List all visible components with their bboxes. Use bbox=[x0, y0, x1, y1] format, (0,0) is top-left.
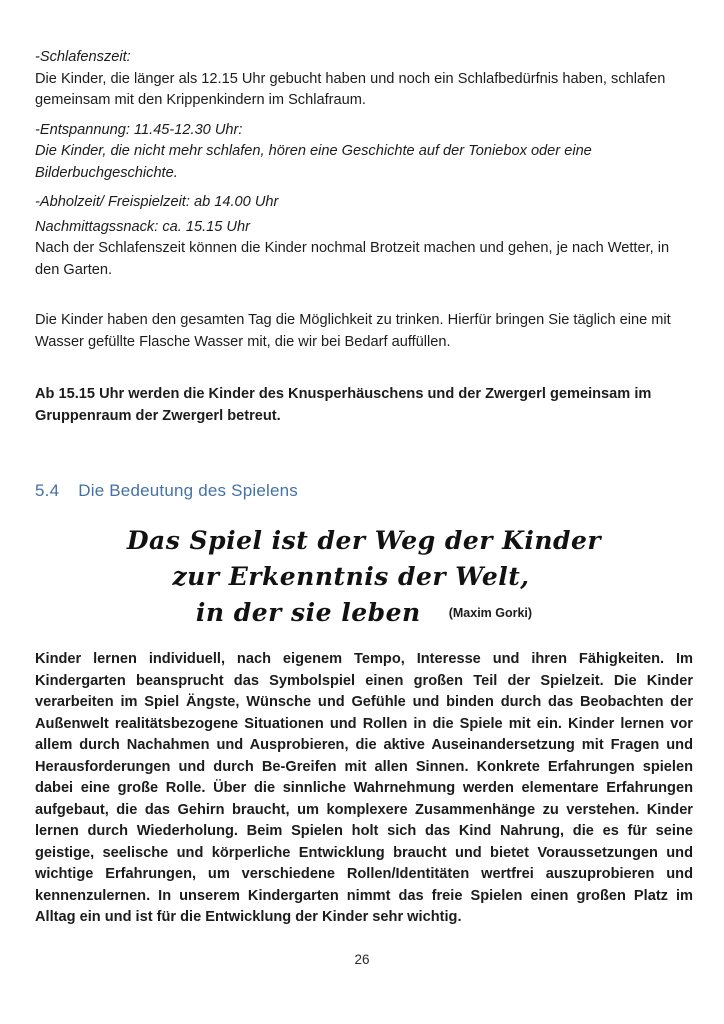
nachmittagssnack-label: Nachmittagssnack: ca. 15.15 Uhr bbox=[35, 218, 250, 235]
quote-line-3-row bbox=[35, 595, 693, 631]
betreuung-text: Ab 15.15 Uhr werden die Kinder des Knusperhäuschens und der Zwergerl gemeinsam im Gruppenraum der Zwergerl betreut. bbox=[35, 386, 652, 424]
schlafenszeit-label: -Schlafenszeit: bbox=[35, 49, 131, 65]
spielen-paragraph: Kinder lernen individuell, nach eigenem Tempo, Interesse und ihren Fähigkeiten. Im Kindergarten beansprucht das Symbolspiel einen großen Teil der Spielzeit. Die Kinder verarbeiten im Spiel Ängste, Wünsche und Gefühle und binden durch das Beobachten der Außenwelt realitätsbezogene Situationen und Rollen in die Spiele mit ein. Kinder lernen vor allem durch Nachahmen und Ausprobieren, die aktive Auseinandersetzung mit Fragen und Herausforderungen und durch Be-Greifen mit allen Sinnen. Konkrete Erfahrungen spielen dabei eine große Rolle. Über die sinnliche Wahrnehmung werden elementare Erfahrungen aufgebaut, die das Gehirn braucht, um komplexere Zusammenhänge zu verstehen. Kinder lernen durch Wiederholung. Beim Spielen holt sich das Kind Nahrung, die es für seine geistige, seelische und körperliche Entwicklung braucht und bietet Voraussetzungen und wichtige Erfahrungen, um verschiedene Rollen/Identitäten wertfrei auszuprobieren und kennenzulernen. In unserem Kindergarten nimmt das freie Spielen einen großen Platz im Alltag ein und ist für die Entwicklung der Kinder sehr wichtig. bbox=[35, 651, 693, 925]
entspannung-label: -Entspannung: 11.45-12.30 Uhr: bbox=[35, 121, 243, 138]
quote-line-3: in der sie leben bbox=[195, 598, 421, 627]
nachmittagssnack-text: Nach der Schlafenszeit können die Kinder nochmal Brotzeit machen und gehen, je nach Wetter, in den Garten. bbox=[35, 240, 670, 278]
entspannung-text: Die Kinder, die nicht mehr schlafen, hören eine Geschichte auf der Toniebox oder eine Bilderbuchgeschichte. bbox=[35, 143, 592, 181]
quote-line-2: zur Erkenntnis der Welt, bbox=[172, 562, 530, 591]
section-number: 5.4 bbox=[35, 481, 60, 500]
abholzeit-label: -Abholzeit/ Freispielzeit: ab 14.00 Uhr bbox=[35, 194, 279, 210]
quote-attribution: (Maxim Gorki) bbox=[448, 606, 533, 620]
trinken-text: Die Kinder haben den gesamten Tag die Möglichkeit zu trinken. Hierfür bringen Sie täglich eine mit Wasser gefüllte Flasche Wasser mit, die wir bei Bedarf auffüllen. bbox=[35, 312, 671, 350]
quote-line-1: Das Spiel ist der Weg der Kinder bbox=[126, 526, 602, 555]
page-number: 26 bbox=[354, 952, 370, 967]
section-heading bbox=[35, 480, 693, 502]
section-title: Die Bedeutung des Spielens bbox=[78, 481, 298, 500]
schlafenszeit-text: Die Kinder, die länger als 12.15 Uhr gebucht haben und noch ein Schlafbedürfnis haben, schlafen gemeinsam mit den Krippenkindern im Schlafraum. bbox=[35, 70, 666, 108]
quote-block bbox=[35, 523, 693, 631]
